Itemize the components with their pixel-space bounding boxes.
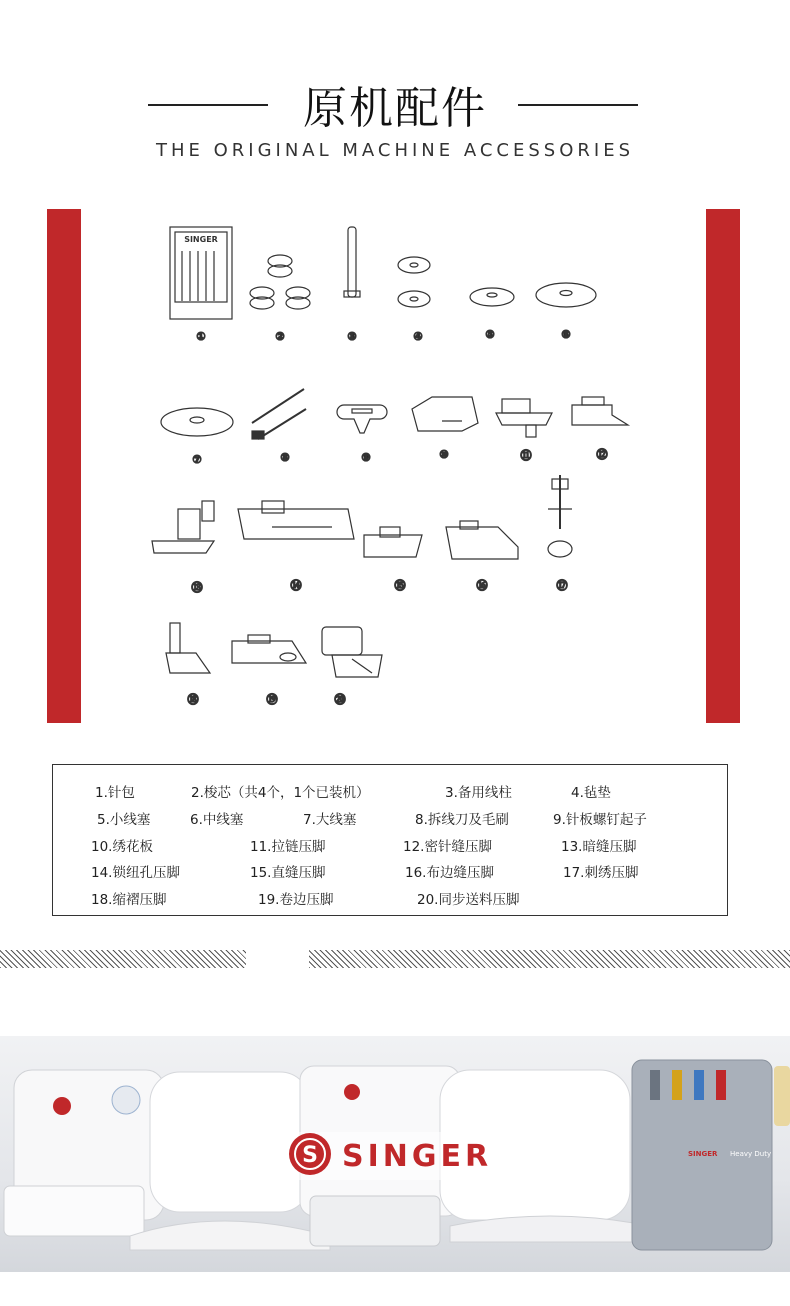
buttonhole-foot-icon [238, 501, 354, 539]
zipper-foot-icon [496, 399, 552, 437]
legend-item: 8.拆线刀及毛刷 [415, 812, 509, 828]
red-bar-left [47, 209, 81, 723]
spool-pin-icon [344, 227, 360, 297]
legend-item: 19.卷边压脚 [258, 892, 334, 908]
blind-hem-foot-icon [152, 501, 214, 553]
needle-pack-icon [170, 227, 232, 319]
label-3: ③ [347, 330, 357, 343]
legend-item: 13.暗缝压脚 [561, 839, 637, 855]
legend-item: 9.针板螺钉起子 [553, 812, 647, 828]
seam-ripper-icon [252, 389, 306, 439]
legend-item: 18.缩褶压脚 [91, 892, 167, 908]
walking-foot-icon [322, 627, 382, 677]
label-5: ⑤ [485, 328, 495, 341]
legend-item: 1.针包 [95, 785, 135, 801]
label-14: ⑭ [290, 579, 302, 592]
embroidery-foot-icon [548, 475, 572, 557]
label-16: ⑯ [476, 579, 488, 592]
small-spool-cap-icon [470, 288, 514, 306]
label-4: ④ [413, 330, 423, 343]
legend-item: 20.同步送料压脚 [417, 892, 520, 908]
red-bar-right [706, 209, 740, 723]
label-15: ⑮ [394, 579, 406, 592]
label-1: ① [196, 330, 206, 343]
legend-item: 17.刺绣压脚 [563, 865, 639, 881]
accessory-legend [52, 764, 728, 916]
legend-item: 2.梭芯（共4个，1个已装机） [191, 785, 370, 801]
legend-item: 12.密针缝压脚 [403, 839, 492, 855]
screwdriver-icon [337, 405, 387, 433]
label-20: ⑳ [334, 693, 346, 706]
medium-spool-cap-icon [536, 283, 596, 307]
large-spool-cap-icon [161, 408, 233, 436]
page-title: 原机配件 [303, 83, 487, 134]
title-rule-right [518, 104, 638, 106]
legend-item: 5.小线塞 [97, 812, 151, 828]
page-subtitle: THE ORIGINAL MACHINE ACCESSORIES [155, 140, 635, 161]
legend-item: 6.中线塞 [190, 812, 244, 828]
straight-stitch-foot-icon [364, 527, 422, 557]
legend-item: 11.拉链压脚 [250, 839, 326, 855]
accessories-illustration [82, 209, 706, 723]
label-18: ⑱ [187, 693, 199, 706]
legend-item: 7.大线塞 [303, 812, 357, 828]
section-title [0, 72, 790, 132]
serger-model-label: Heavy Duty [730, 1150, 772, 1158]
label-11: ⑪ [520, 449, 532, 462]
label-12: ⑫ [596, 448, 608, 461]
label-2: ② [275, 330, 285, 343]
label-7: ⑦ [192, 453, 202, 466]
darning-plate-icon [412, 397, 478, 431]
logo-letter: S [302, 1143, 318, 1168]
bobbins-icon [250, 255, 310, 309]
label-19: ⑲ [266, 693, 278, 706]
brand-banner [0, 1036, 790, 1272]
legend-item: 16.布边缝压脚 [405, 865, 494, 881]
legend-item: 3.备用线柱 [445, 785, 512, 801]
rolled-hem-foot-icon [232, 635, 306, 663]
needle-pack-brand: SINGER [184, 235, 218, 244]
gathering-foot-icon [166, 623, 210, 673]
singer-logo [278, 1132, 534, 1180]
hatch-divider-right [309, 950, 790, 968]
overcasting-foot-icon [446, 521, 518, 559]
label-13: ⑬ [191, 581, 203, 594]
serger-brand-label: SINGER [688, 1150, 718, 1158]
label-10: ⑩ [439, 448, 449, 461]
legend-item: 10.绣花板 [91, 839, 153, 855]
label-17: ⑰ [556, 579, 568, 592]
felt-icon [398, 257, 430, 307]
satin-stitch-foot-icon [572, 397, 628, 425]
legend-item: 4.毡垫 [571, 785, 611, 801]
label-6: ⑥ [561, 328, 571, 341]
hatch-divider-left [0, 950, 246, 968]
legend-item: 15.直缝压脚 [250, 865, 326, 881]
label-8: ⑧ [280, 451, 290, 464]
brand-name: SINGER [342, 1139, 493, 1174]
label-9: ⑨ [361, 451, 371, 464]
legend-item: 14.锁纽孔压脚 [91, 865, 180, 881]
